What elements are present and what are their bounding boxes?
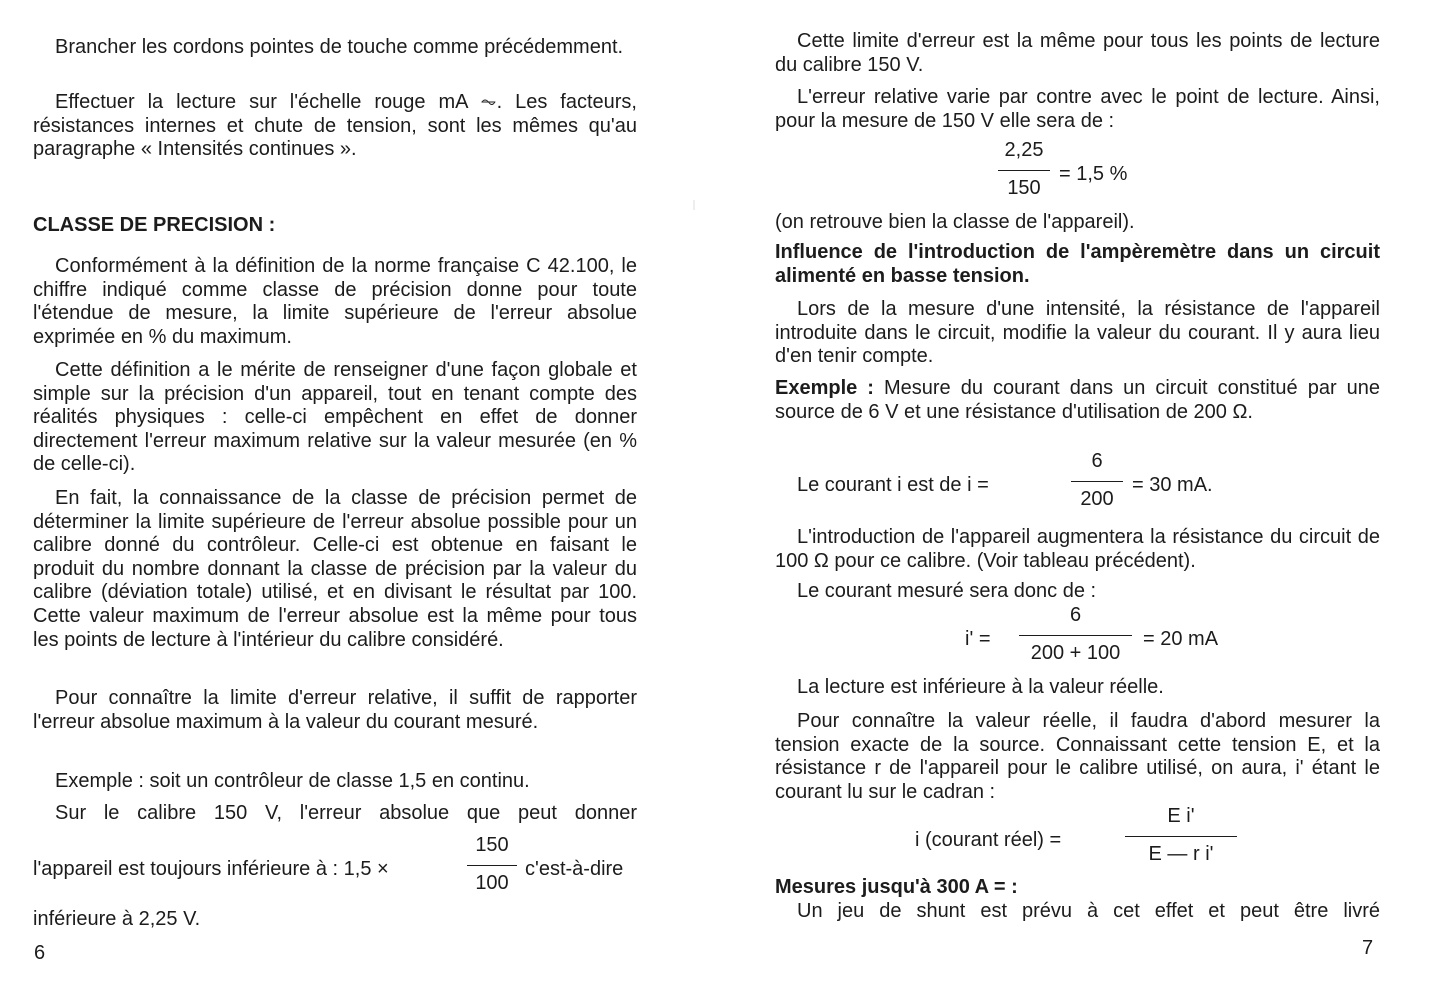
- formula-text-before: i (courant réel) =: [915, 829, 1062, 851]
- fraction-bar: [1019, 635, 1132, 636]
- paragraph-valeur-reelle: Pour connaître la valeur réelle, il faudra d'abord mesurer la tension exacte de la source. Connaissant cette tension E, et la résistance r de l'appareil pour le calibre utilisé, on aura, i' étant le courant lu sur le cadran :: [775, 710, 1380, 803]
- fraction-bar: [1125, 836, 1237, 837]
- fraction-150-100: [467, 834, 517, 895]
- fraction-numerator: 6: [1091, 450, 1103, 472]
- fraction-numerator: 2,25: [1004, 139, 1044, 161]
- fraction-numerator: 150: [475, 834, 509, 856]
- formula-result: = 1,5 %: [1059, 163, 1128, 185]
- paragraph-connaissance: En fait, la connaissance de la classe de précision permet de déterminer la limite supérieure de l'erreur absolue possible pour un calibre donné du contrôleur. Celle-ci est obtenue en faisant le produit du nombre donnant la classe de précision par la valeur du calibre (déviation totale) utilisé, et en divisant le résultat par 100. Cette valeur maximum de l'erreur absolue est la même pour tous les points de lecture à l'intérieur du calibre considéré.: [33, 487, 637, 651]
- formula-text-before: Le courant i est de i =: [797, 474, 989, 496]
- formula-text-after: = 30 mA.: [1132, 474, 1213, 496]
- fraction-bar: [1071, 481, 1123, 482]
- paragraph-cordons: Brancher les cordons pointes de touche comme précédemment.: [55, 36, 624, 58]
- fraction-bar: [467, 865, 517, 866]
- fraction-numerator: E i': [1167, 805, 1195, 827]
- example-text: Mesure du courant dans un circuit constitué par une source de 6 V et une résistance d'utilisation de 200 Ω.: [775, 377, 1380, 423]
- fraction-2-25-150: [998, 139, 1050, 200]
- formula-courant-reel: [775, 805, 1380, 875]
- paragraph-introduction: L'introduction de l'appareil augmentera la résistance du circuit de 100 Ω pour ce calibre. (Voir tableau précédent).: [775, 526, 1380, 572]
- paragraph-erreur-relative: Pour connaître la limite d'erreur relative, il suffit de rapporter l'erreur absolue maximum à la valeur du courant mesuré.: [33, 687, 637, 733]
- fraction-denominator: 200 + 100: [1030, 641, 1121, 664]
- paragraph-calibre: Sur le calibre 150 V, l'erreur absolue que peut donner: [55, 802, 637, 824]
- paragraph-mesure-intensite: Lors de la mesure d'une intensité, la résistance de l'appareil introduite dans le circuit, modifie la valeur du courant. Il y aura lieu d'en tenir compte.: [775, 298, 1380, 368]
- formula-text-before: l'appareil est toujours inférieure à : 1,5 ×: [33, 858, 389, 880]
- paragraph-inferieure: inférieure à 2,25 V.: [33, 908, 201, 930]
- formula-classe: [33, 834, 637, 904]
- fraction-6-200: [1071, 450, 1123, 511]
- paragraph-lecture: Effectuer la lecture sur l'échelle rouge mA ⏦. Les facteurs, résistances internes et chute de tension, sont les mêmes qu'au paragraphe « Intensités continues ».: [33, 91, 637, 161]
- formula-20-ma: [775, 604, 1380, 674]
- formula-30-ma: [775, 450, 1380, 520]
- heading-influence: Influence de l'introduction de l'ampèremètre dans un circuit alimenté en basse tension.: [775, 241, 1380, 287]
- formula-text-after: = 20 mA: [1143, 628, 1219, 650]
- fraction-numerator: 6: [1069, 604, 1082, 626]
- paragraph-shunt: Un jeu de shunt est prévu à cet effet et peut être livré: [797, 900, 1380, 922]
- paragraph-lecture-inferieure: La lecture est inférieure à la valeur réelle.: [797, 676, 1164, 698]
- fraction-denominator: E — r i': [1148, 842, 1214, 865]
- paragraph-courant-mesure: Le courant mesuré sera donc de :: [797, 580, 1097, 602]
- fraction-ei-over-e-minus-ri: [1125, 805, 1237, 866]
- paragraph-note-classe: (on retrouve bien la classe de l'appareil).: [775, 211, 1135, 233]
- paragraph-exemple-mesure: [775, 377, 1380, 424]
- paragraph-exemple: Exemple : soit un contrôleur de classe 1,5 en continu.: [55, 770, 530, 792]
- formula-text-after: c'est-à-dire: [525, 858, 624, 880]
- fraction-denominator: 200: [1080, 487, 1114, 510]
- paragraph-erreur-relative-varie: L'erreur relative varie par contre avec le point de lecture. Ainsi, pour la mesure de 150 V elle sera de :: [775, 86, 1380, 132]
- formula-text-before: i' =: [965, 628, 991, 650]
- page-gutter: [693, 200, 695, 210]
- paragraph-limite-erreur: Cette limite d'erreur est la même pour tous les points de lecture du calibre 150 V.: [775, 30, 1380, 76]
- paragraph-definition: Cette définition a le mérite de renseigner d'une façon globale et simple sur la précision d'un appareil, tout en tenant compte des réalités physiques : celle-ci empêchent en effet de donner directement l'erreur maximum relative sur la valeur mesurée (en % de celle-ci).: [33, 359, 637, 476]
- fraction-6-300: [1019, 604, 1132, 665]
- formula-1-5-percent: [775, 139, 1380, 209]
- example-label: Exemple :: [775, 377, 874, 399]
- page-number-right: 7: [1362, 937, 1374, 959]
- fraction-denominator: 150: [1007, 176, 1041, 199]
- paragraph-norme: Conformément à la définition de la norme française C 42.100, le chiffre indiqué comme classe de précision donne pour toute l'étendue de mesure, la limite supérieure de l'erreur absolue exprimée en % du maximum.: [33, 255, 637, 348]
- section-heading-classe: CLASSE DE PRECISION :: [33, 214, 276, 236]
- fraction-denominator: 100: [475, 871, 509, 894]
- fraction-bar: [998, 170, 1050, 171]
- page-number-left: 6: [34, 942, 46, 964]
- heading-mesures-300a: Mesures jusqu'à 300 A = :: [775, 876, 1018, 898]
